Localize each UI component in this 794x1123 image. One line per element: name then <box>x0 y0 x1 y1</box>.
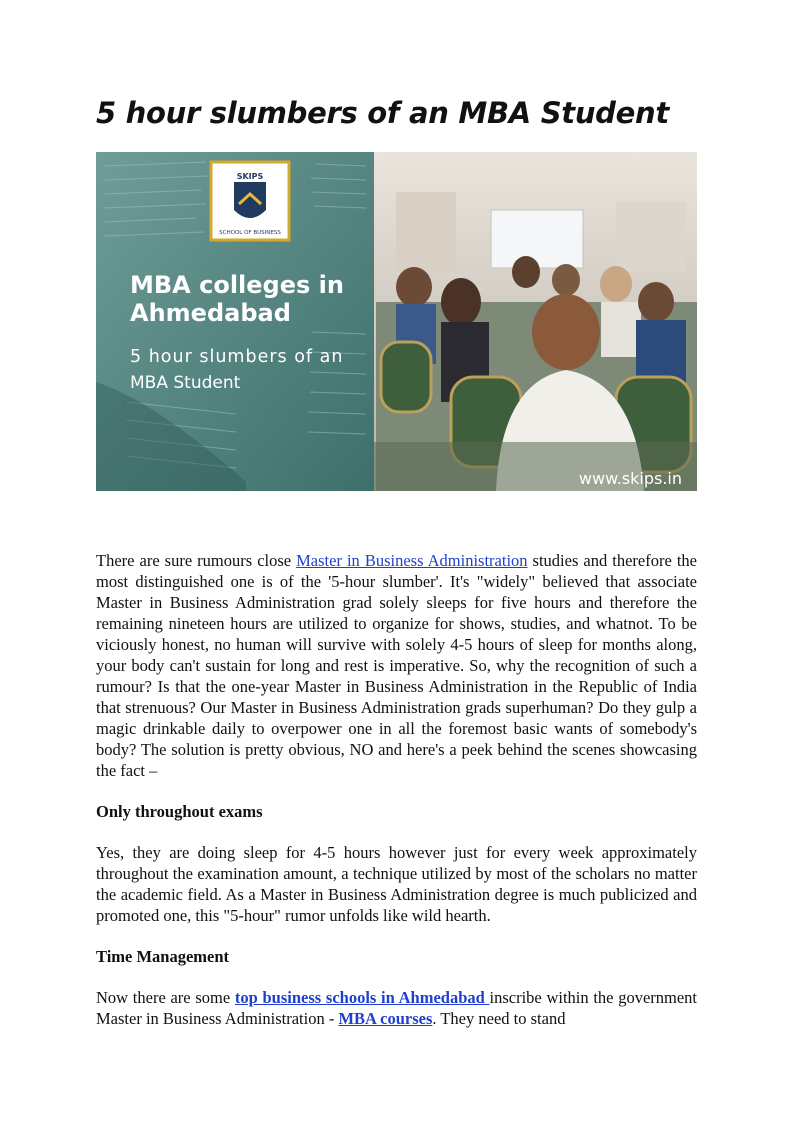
article-paragraph-3 <box>96 987 697 1029</box>
page-title: 5 hour slumbers of an MBA Student <box>96 96 669 130</box>
article-paragraph-1 <box>96 550 697 781</box>
logo-name: SKIPS <box>236 172 264 181</box>
banner-subtitle-line1: 5 hour slumbers of an <box>130 347 344 367</box>
article-paragraph-2: Yes, they are doing sleep for 4-5 hours however just for every week approximately throughout the examination amount, a technique utilized by most of the scholars no matter the academic field. As a Master in Business Administration degree is much publicized and promoted one, this "5-hour" rumor unfolds like wild hearth. <box>96 843 697 925</box>
paragraph-text: inscribe within the government Master in Business Administration - <box>96 988 698 1028</box>
mba-courses-link[interactable]: MBA courses <box>338 1009 433 1028</box>
section-heading-exams: Only throughout exams <box>96 802 263 821</box>
business-schools-link[interactable]: top business schools in Ahmedabad <box>234 988 490 1007</box>
paragraph-text: There are sure rumours close <box>96 551 297 570</box>
mba-link[interactable]: Master in Business Administration <box>296 551 528 570</box>
banner-website: www.skips.in <box>578 469 682 488</box>
banner-headline-line2: Ahmedabad <box>130 299 291 327</box>
article-body <box>96 550 697 1029</box>
paragraph-text: Now there are some <box>96 988 235 1007</box>
paragraph-text: studies and therefore the most distinguished one is of the '5-hour slumber'. It's "widely" believed that associate Master in Business Administration grad solely sleeps for five hours and therefore the remaining nineteen hours are utilized to organize for shows, studies, and whatnot. To be viciously honest, no human will survive with solely 4-5 hours of sleep for months along, your body can't sustain for long and rest is imperative. So, why the recognition of such a rumour? Is that the one-year Master in Business Administration in the Republic of India that strenuous? Our Master in Business Administration grads superhuman? Do they gulp a magic drinkable daily to overpower one in all the foremost basic wants of somebody's body? The solution is pretty obvious, NO and here's a peek behind the scenes showcasing the fact – <box>96 551 697 780</box>
section-heading-time-management: Time Management <box>96 947 230 966</box>
banner-subtitle-line2: MBA Student <box>130 373 241 393</box>
logo-subtitle: SCHOOL OF BUSINESS <box>219 230 281 236</box>
banner-image <box>96 152 697 491</box>
banner-headline-line1: MBA colleges in <box>130 271 344 299</box>
paragraph-text: . They need to stand <box>432 1009 566 1028</box>
